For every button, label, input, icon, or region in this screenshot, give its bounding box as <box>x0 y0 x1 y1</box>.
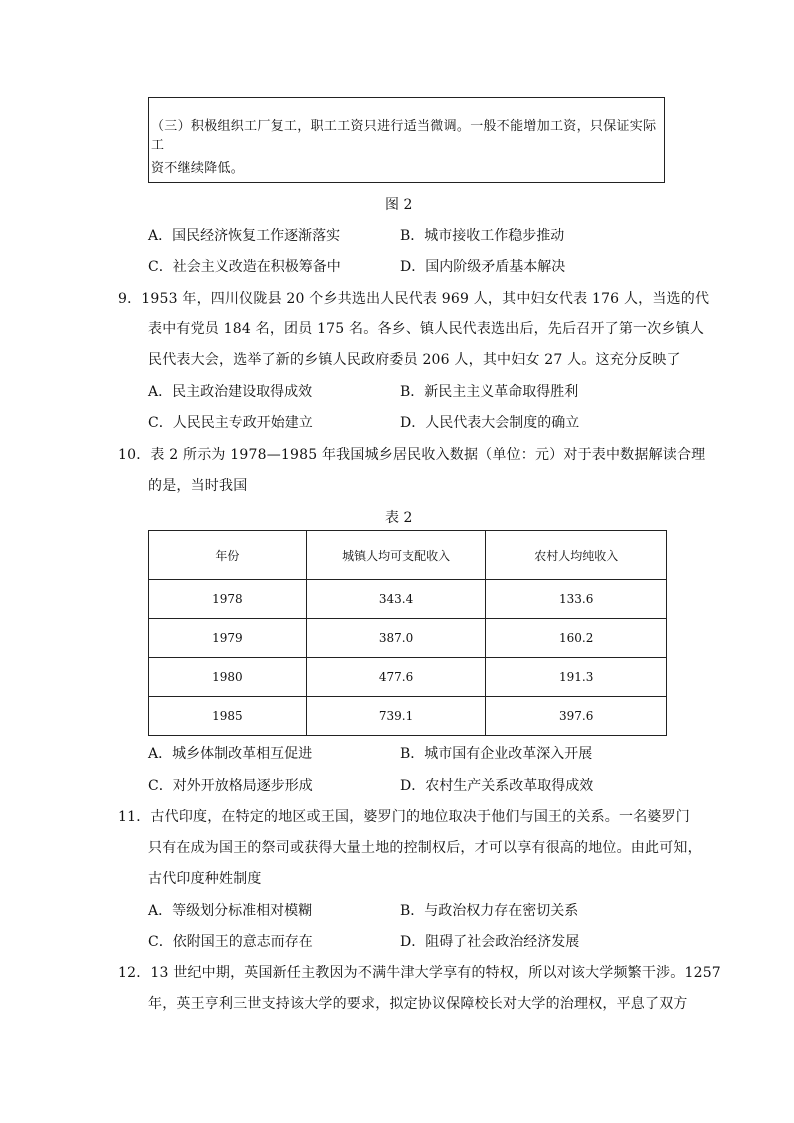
income-table <box>148 530 667 736</box>
table-cell: 477.6 <box>306 658 486 697</box>
q9-stem-line-3: 民代表大会，选举了新的乡镇人民政府委员 206 人，其中妇女 27 人。这充分反映了 <box>148 352 681 368</box>
quote-line-1: （三）积极组织工厂复工，职工工资只进行适当微调。一般不能增加工资，只保证实际工 <box>151 119 657 153</box>
q9-option-a: A．民主政治建设取得成效 <box>148 384 313 400</box>
q10-option-d: D．农村生产关系改革取得成效 <box>400 778 594 794</box>
q11-stem-line-2: 只有在成为国王的祭司或获得大量土地的控制权后，才可以享有很高的地位。由此可知， <box>148 840 702 856</box>
q11-option-a: A．等级划分标准相对模糊 <box>148 903 313 919</box>
table-row <box>149 697 667 736</box>
table-header-row <box>149 531 667 580</box>
q10-option-c: C．对外开放格局逐步形成 <box>148 778 313 794</box>
q11-option-c: C．依附国王的意志而存在 <box>148 934 313 950</box>
q10-stem-line-1: 10．表 2 所示为 1978—1985 年我国城乡居民收入数据（单位：元）对于表中数据解读合理 <box>118 447 706 463</box>
table-cell: 739.1 <box>306 697 486 736</box>
table-cell: 387.0 <box>306 619 486 658</box>
q12-stem-line-1: 12．13 世纪中期，英国新任主教因为不满牛津大学享有的特权，所以对该大学频繁干涉。1257 <box>118 965 721 981</box>
q11-stem-line-3: 古代印度种姓制度 <box>148 871 262 887</box>
q12-stem-line-2: 年，英王亨利三世支持该大学的要求，拟定协议保障校长对大学的治理权，平息了双方 <box>148 996 688 1012</box>
q9-option-d: D．人民代表大会制度的确立 <box>400 415 580 431</box>
table-header-cell: 年份 <box>149 531 307 580</box>
table-cell: 1985 <box>149 697 307 736</box>
q9-stem-line-1: 9．1953 年，四川仪陇县 20 个乡共选出人民代表 969 人，其中妇女代表 176 人，当选的代 <box>118 291 710 307</box>
table-cell: 1978 <box>149 580 307 619</box>
table-header-cell: 农村人均纯收入 <box>486 531 667 580</box>
q8-option-a: A．国民经济恢复工作逐渐落实 <box>148 228 341 244</box>
q8-option-b: B．城市接收工作稳步推动 <box>400 228 565 244</box>
q8-option-c: C．社会主义改造在积极筹备中 <box>148 259 341 275</box>
table-cell: 397.6 <box>486 697 667 736</box>
quote-line-2: 资不继续降低。 <box>151 161 245 176</box>
table-header-cell: 城镇人均可支配收入 <box>306 531 486 580</box>
q10-option-a: A．城乡体制改革相互促进 <box>148 746 313 762</box>
q11-option-b: B．与政治权力存在密切关系 <box>400 903 579 919</box>
q9-option-c: C．人民民主专政开始建立 <box>148 415 313 431</box>
q9-option-b: B．新民主主义革命取得胜利 <box>400 384 579 400</box>
table-cell: 160.2 <box>486 619 667 658</box>
q10-option-b: B．城市国有企业改革深入开展 <box>400 746 593 762</box>
table-cell: 1979 <box>149 619 307 658</box>
q9-stem-line-2: 表中有党员 184 名，团员 175 名。各乡、镇人民代表选出后，先后召开了第一次乡镇人 <box>148 321 705 337</box>
table-cell: 343.4 <box>306 580 486 619</box>
q11-option-d: D．阻碍了社会政治经济发展 <box>400 934 580 950</box>
quote-box <box>148 97 665 183</box>
q10-stem-line-2: 的是，当时我国 <box>148 478 248 494</box>
figure-caption: 图 2 <box>385 197 413 213</box>
table-row <box>149 580 667 619</box>
table-row <box>149 619 667 658</box>
table-cell: 1980 <box>149 658 307 697</box>
table-cell: 133.6 <box>486 580 667 619</box>
q8-option-d: D．国内阶级矛盾基本解决 <box>400 259 566 275</box>
table-row <box>149 658 667 697</box>
q11-stem-line-1: 11．古代印度，在特定的地区或王国，婆罗门的地位取决于他们与国王的关系。一名婆罗门 <box>118 809 691 825</box>
table-caption: 表 2 <box>385 510 413 526</box>
table-cell: 191.3 <box>486 658 667 697</box>
